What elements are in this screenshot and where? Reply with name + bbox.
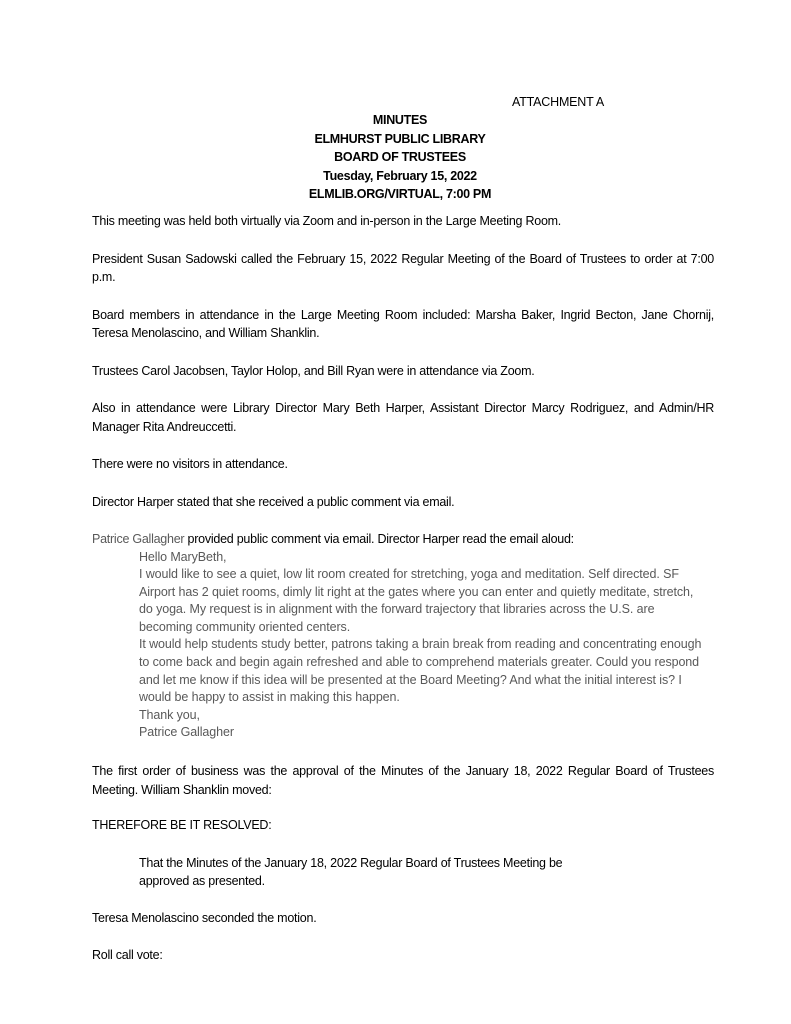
paragraph-first-business: The first order of business was the approval of the Minutes of the January 18, 2022 Regular Board of Trustees Meeting. William Shanklin moved: — [92, 764, 714, 797]
email-signature: Patrice Gallagher — [139, 725, 234, 740]
roll-call-label: Roll call vote: — [92, 948, 163, 963]
email-sender: Patrice Gallagher — [92, 532, 185, 546]
therefore-resolved: THEREFORE BE IT RESOLVED: — [92, 818, 272, 833]
heading-location: ELMLIB.ORG/VIRTUAL, 7:00 PM — [308, 187, 492, 201]
email-intro — [92, 530, 714, 549]
paragraph-public-comment: Director Harper stated that she received a public comment via email. — [92, 494, 455, 509]
resolution-text: That the Minutes of the January 18, 2022 Regular Board of Trustees Meeting be approved as presented. — [139, 855, 563, 889]
paragraph-board-attendance: Board members in attendance in the Large Meeting Room included: Marsha Baker, Ingrid Becton, Jane Chornij, Teresa Menolascino, and William Shanklin. — [92, 307, 714, 340]
paragraph-staff-attendance: Also in attendance were Library Director Mary Beth Harper, Assistant Director Marcy Rodriguez, and Admin/HR Manager Rita Andreuccetti. — [92, 401, 714, 434]
attachment-label: ATTACHMENT A — [512, 95, 605, 109]
email-body-1: I would like to see a quiet, low lit room created for stretching, yoga and meditation. Self directed. SF Airport has 2 quiet rooms, dimly lit right at the gates where you can enter and quietly meditate, stretch, do yoga. My request is in alignment with the forward trajectory that libraries across the U.S. are becoming community oriented centers. — [139, 567, 694, 634]
email-greeting: Hello MaryBeth, — [139, 549, 227, 564]
paragraph-second: Teresa Menolascino seconded the motion. — [92, 910, 317, 925]
paragraph-call-to-order: President Susan Sadowski called the February 15, 2022 Regular Meeting of the Board of Trustees to order at 7:00 p.m. — [92, 251, 714, 284]
email-closing: Thank you, — [139, 707, 200, 722]
email-quote — [139, 549, 707, 743]
document-heading — [250, 111, 550, 204]
paragraph-zoom-attendance: Trustees Carol Jacobsen, Taylor Holop, and Bill Ryan were in attendance via Zoom. — [92, 363, 535, 378]
heading-date: Tuesday, February 15, 2022 — [323, 168, 477, 183]
email-intro-text: provided public comment via email. Director Harper read the email aloud: — [184, 532, 574, 546]
minutes-body — [92, 212, 714, 984]
email-body-2: It would help students study better, patrons taking a brain break from reading and concentrating enough to come back and begin again refreshed and able to comprehend materials greater. Could you respond and let me know if this idea will be presented at the Board Meeting? And what the initial interest is? I would be happy to assist in making this happen. — [139, 637, 702, 705]
heading-library: ELMHURST PUBLIC LIBRARY — [314, 131, 486, 146]
paragraph-visitors: There were no visitors in attendance. — [92, 457, 288, 471]
paragraph-meeting-format: This meeting was held both virtually via Zoom and in-person in the Large Meeting Room. — [92, 214, 562, 228]
heading-board: BOARD OF TRUSTEES — [334, 150, 466, 164]
heading-minutes: MINUTES — [372, 113, 428, 127]
